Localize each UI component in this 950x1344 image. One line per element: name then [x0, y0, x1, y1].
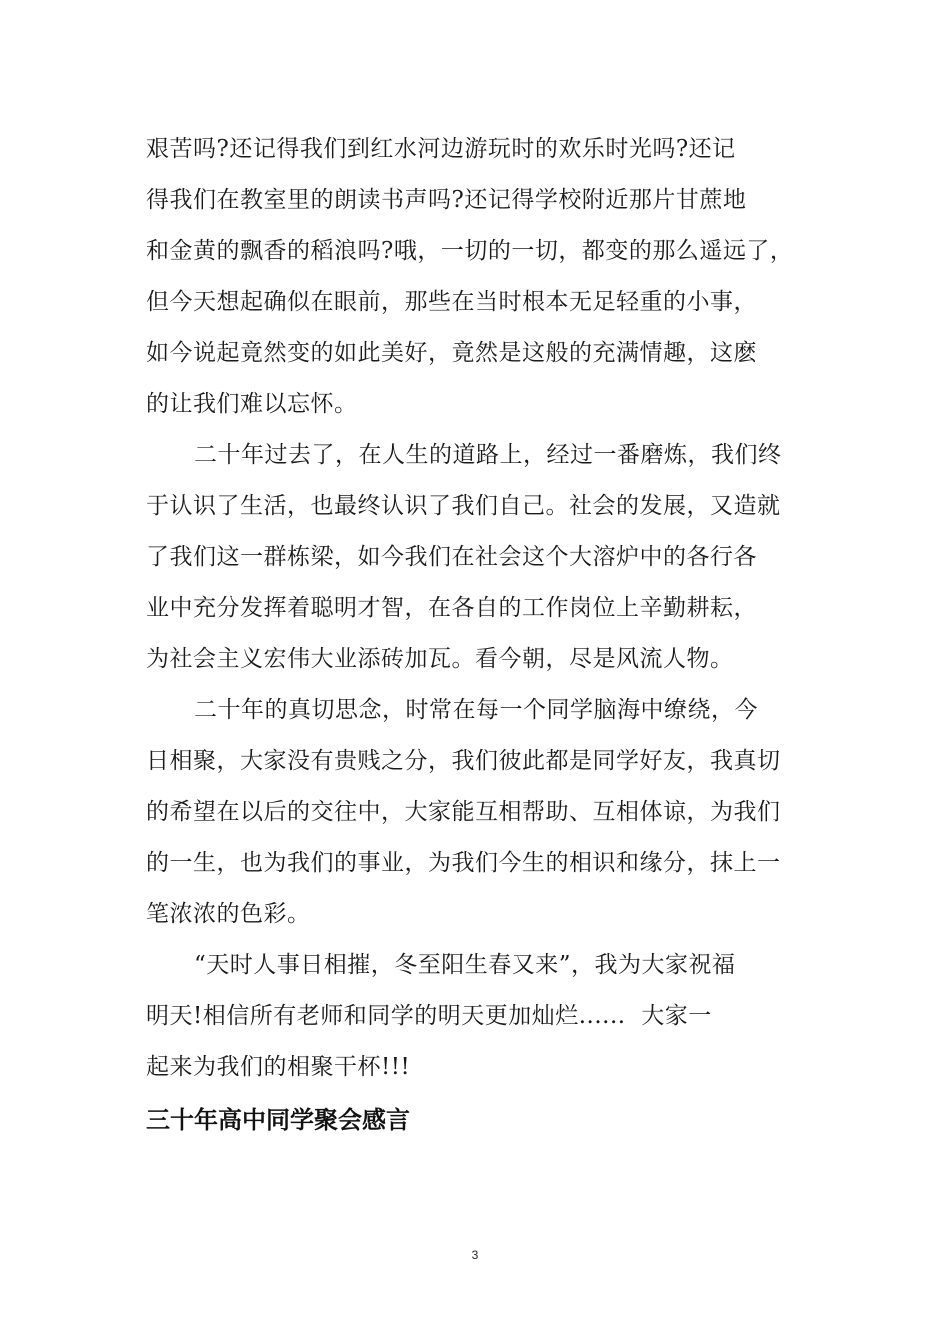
text-line: 和金黄的飘香的稻浪吗?哦，一切的一切，都变的那么遥远了， — [146, 238, 794, 264]
text-line: 明天!相信所有老师和同学的明天更加灿烂...... 大家一 — [146, 1003, 712, 1029]
text-line: 日相聚，大家没有贵贱之分，我们彼此都是同学好友，我真切 — [146, 748, 781, 774]
body-text — [146, 124, 826, 1093]
text-line: 但今天想起确似在眼前，那些在当时根本无足轻重的小事， — [146, 289, 757, 315]
text-line: 业中充分发挥着聪明才智，在各自的工作岗位上辛勤耕耘， — [146, 595, 757, 621]
text-line: 得我们在教室里的朗读书声吗?还记得学校附近那片甘蔗地 — [146, 187, 747, 213]
paragraph-start-line: 二十年过去了，在人生的道路上，经过一番磨炼，我们终 — [194, 442, 782, 468]
text-line: 起来为我们的相聚干杯!!! — [146, 1054, 411, 1080]
section-heading: 三十年高中同学聚会感言 — [146, 1106, 410, 1134]
text-line: 的让我们难以忘怀。 — [146, 391, 358, 417]
text-line: 为社会主义宏伟大业添砖加瓦。看今朝，尽是风流人物。 — [146, 646, 734, 672]
text-line: 如今说起竟然变的如此美好，竟然是这般的充满情趣，这麽 — [146, 340, 757, 366]
text-line: 于认识了生活，也最终认识了我们自己。社会的发展，又造就 — [146, 493, 781, 519]
text-line: 笔浓浓的色彩。 — [146, 901, 311, 927]
paragraph-start-line: “天时人事日相摧，冬至阳生春又来”，我为大家祝福 — [194, 952, 736, 978]
text-line: 的希望在以后的交往中，大家能互相帮助、互相体谅，为我们 — [146, 799, 781, 825]
page-number: 3 — [471, 1248, 479, 1262]
text-line: 了我们这一群栋梁，如今我们在社会这个大溶炉中的各行各 — [146, 544, 757, 570]
text-line: 艰苦吗?还记得我们到红水河边游玩时的欢乐时光吗?还记 — [146, 136, 736, 162]
text-line: 的一生，也为我们的事业，为我们今生的相识和缘分，抹上一 — [146, 850, 781, 876]
paragraph-start-line: 二十年的真切思念，时常在每一个同学脑海中缭绕，今 — [194, 697, 758, 723]
